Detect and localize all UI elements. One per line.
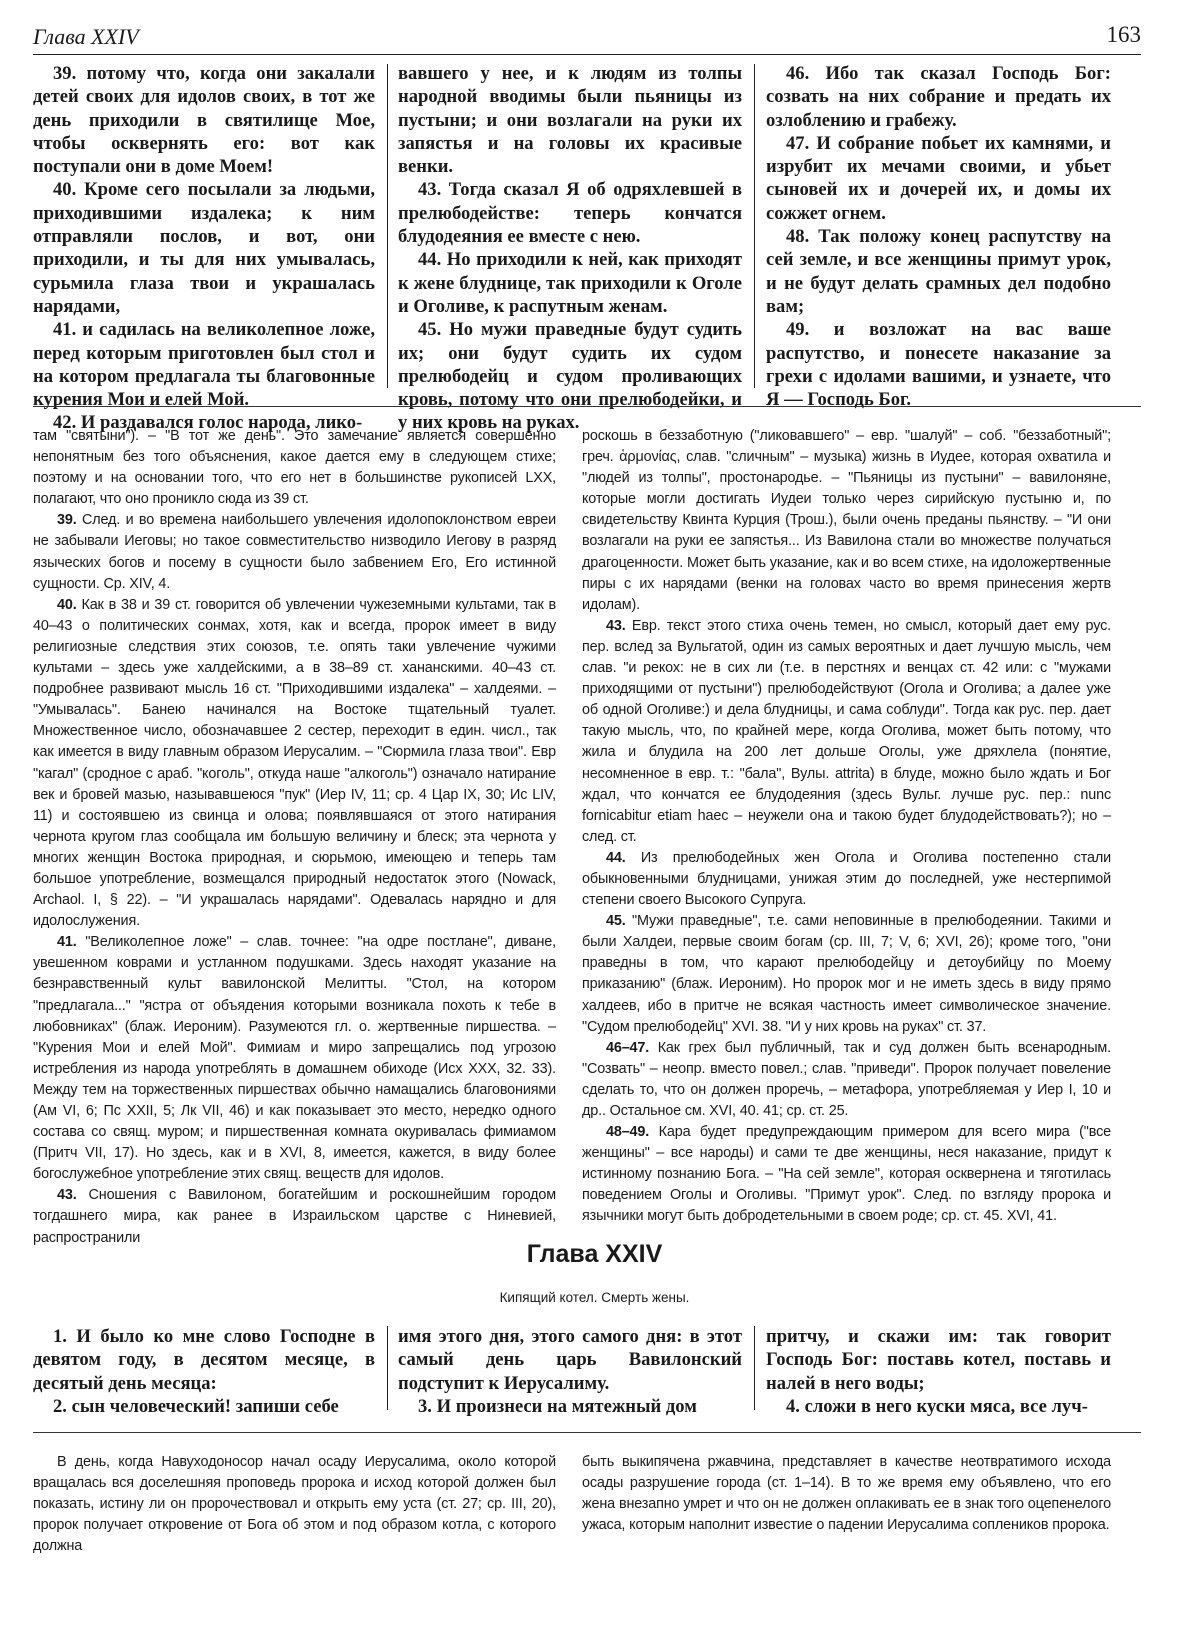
bible-top-column-3 bbox=[766, 62, 1111, 411]
commentary-paragraph: там "святыни"). – "В тот же день". Это замечание является совершенно непонятным без того объяснения, какое дается ему в следующем стихе; поэтому и на основании того, что его нет в большинстве рукописей LXX, полагают, что оно проникло сюда из 39 ст. bbox=[33, 428, 556, 508]
section-rule bbox=[33, 406, 1141, 407]
column-divider bbox=[387, 64, 388, 388]
bible-verse: 44. Но приходили к ней, как приходят к жене блуднице, так приходили к Оголе и Оголиве, к распутным женам. bbox=[398, 249, 742, 317]
chapter-subtitle: Кипящий котел. Смерть жены. bbox=[499, 1290, 690, 1305]
commentary-bottom-right bbox=[582, 1452, 1111, 1536]
bible-top-column-2 bbox=[398, 62, 742, 435]
column-divider bbox=[754, 64, 755, 388]
column-divider bbox=[387, 1326, 388, 1410]
bible-verse: 49. и возложат на вас ваше распутство, и понесете наказание за грехи с идолами вашими, и узнаете, что Я — Господь Бог. bbox=[766, 319, 1111, 411]
bible-verse: 3. И произнеси на мятежный дом bbox=[418, 1395, 697, 1417]
bible-verse: вавшего у нее, и к людям из толпы народной вводимы были пьяницы из пустыни; и они возлагали на руки их запястья и на головы их красивые венки. bbox=[398, 63, 742, 178]
bible-verse: 43. Тогда сказал Я об одряхлевшей в прелюбодействе: теперь кончатся блудодеяния ее вместе с нею. bbox=[398, 179, 742, 248]
bible-bottom-column-2 bbox=[398, 1325, 742, 1418]
bible-top-column-1 bbox=[33, 62, 375, 435]
bible-verse: 48. Так положу конец распутству на сей земле, и все женщины примут урок, и не будут делать срамных дел подобно вам; bbox=[766, 226, 1111, 317]
bible-bottom-column-3 bbox=[766, 1325, 1111, 1418]
header-rule bbox=[33, 54, 1141, 55]
commentary-paragraph: 39. След. и во времена наибольшего увлечения идолопоклонством евреи не забывали Иеговы; но такое совместительство низводило Иегову в разряд языческих богов и посему в сущности было забвением Его, Его истинной сущности. Ср. XIV, 4. bbox=[33, 512, 556, 592]
commentary-paragraph: В день, когда Навуходоносор начал осаду Иерусалима, около которой вращалась вся доселешняя проповедь пророка и исход которой должен был показать, истину ли он пророчествовал и открыть ему уста (ст. 27; ср. III, 20), пророк получает откровение от Бога об этом и под образом котла, с которого должна bbox=[33, 1454, 556, 1555]
bible-verse: 2. сын человеческий! запиши себе bbox=[53, 1395, 339, 1417]
bible-verse: 4. сложи в него куски мяса, все луч- bbox=[786, 1395, 1088, 1417]
bible-verse: 47. И собрание побьет их камнями, и изрубит их мечами своими, и убьет сыновей их и дочерей их, и домы их сожжет огнем. bbox=[766, 132, 1111, 224]
bible-verse: 42. И раздавался голос народа, лико- bbox=[53, 412, 363, 434]
commentary-paragraph: 43. Сношения с Вавилоном, богатейшим и роскошнейшим городом тогдашнего мира, как ранее в Израильском царстве с Ниневией, распространили bbox=[33, 1187, 556, 1246]
bible-verse: имя этого дня, этого самого дня: в этот самый день царь Вавилонский подступит к Иерусалиму. bbox=[398, 1326, 742, 1394]
column-divider bbox=[754, 1326, 755, 1410]
running-title: Глава XXIV bbox=[33, 24, 139, 49]
bible-verse: притчу, и скажи им: так говорит Господь Бог: поставь котел, поставь и налей в него воды; bbox=[766, 1326, 1111, 1394]
section-rule bbox=[33, 1432, 1141, 1433]
bible-verse: 39. потому что, когда они закалали детей своих для идолов своих, в тот же день приходили в святилище Мое, чтобы осквернять его: вот как поступали они в доме Моем! bbox=[33, 63, 375, 178]
bible-verse: 41. и садилась на великолепное ложе, перед которым приготовлен был стол и на котором предлагала ты благовонные курения Мои и елей Мой. bbox=[33, 319, 375, 411]
commentary-paragraph: 46–47. Как грех был публичный, так и суд должен быть всенародным. "Созвать" – неопр. вместо повел.; слав. "приведи". Пророк получает повеление сделать то, что он должен проречь, – метафора, употребляемая у Иер I, 10 и др.. Остальное см. XVI, 40. 41; ср. ст. 25. bbox=[582, 1039, 1111, 1119]
commentary-paragraph: 43. Евр. текст этого стиха очень темен, но смысл, который дает ему рус. пер. вслед за Вульгатой, один из самых вероятных и дает лучшую мысль, чем слав. "и рекох: не в сих ли (т.е. в перстнях и венцах ст. 42 или: с "мужами приходящими от пустыни") прелюбодействуют (Огола и Оголива; а далее уже об одной Оголиве:) и дела блудницы, и сама соблуди". Тогда как рус. пер. дает такую мысль, что, по крайней мере, когда Оголива, может быть потому, что жила и блудила на 200 лет дольше Оголы, уже дряхлела (понятие, несомненное в евр. т.: "бала", Вулы. attrita) в блуде, можно было ждать и Бог ждал, что кончатся ее блудодеяния (здесь Вульг. лучше рус. пер.: nunc fornicabitur etiam haec – неужели она и такою будет блудодействовать?); но – след. ст. bbox=[582, 617, 1111, 845]
commentary-paragraph: 44. Из прелюбодейных жен Огола и Оголива постепенно стали обыкновенными блудницами, унижая этим до последней, уже нестерпимой степени своего Высокого Супруга. bbox=[582, 849, 1111, 909]
commentary-bottom-left bbox=[33, 1452, 556, 1557]
commentary-paragraph: 45. "Мужи праведные", т.е. сами неповинные в прелюбодеянии. Такими и были Халдеи, первые своим богам (ср. III, 7; V, 6; XVI, 26); кроме того, "они праведны в том, что карают прелюбодейцу и детоубийцу по Моему приказанию" (блаж. Иероним). Но пророк мог и не иметь здесь в виду прямо халдеев, ибо в притче не всякая частность имеет символическое значение. "Судом прелюбодейц" XVI. 38. "И у них кровь на руках" ст. 37. bbox=[582, 913, 1112, 1035]
commentary-paragraph: роскошь в беззаботную ("ликовавшего" – евр. "шалуй" – соб. "беззаботный"; греч. ἁρμονίας, слав. "сличным" – музыка) жизнь в Иудее, которая охватила и "людей из толпы", простонародье. – "Пьяницы из пустыни" – вавилоняне, которые могли достигать Иудеи только через сирийскую пустыню и, по свидетельству Квинта Курция (Трош.), были очень преданы пьянству. – "И они возлагали на руки ее запястья... Из Вавилона стали во множестве получаться драгоценности. Может быть указание, как и во всем стихе, на идоложертвенные пиры с их нарядами (венки на головах часто во время принесения жертв идолам). bbox=[582, 428, 1111, 613]
bible-bottom-column-1 bbox=[33, 1325, 375, 1418]
commentary-top-left bbox=[33, 426, 556, 1249]
commentary-paragraph: 41. "Великолепное ложе" – слав. точнее: "на одре постлане", диване, увешенном коврами и устланном подушками. Здесь находят указание на безнравственный культ вавилонской Мелитты. "Стол, на котором "предлагала..." "ястра от объядения которыми возникала похоть к тебе в любовниках" (блаж. Иероним). Разумеются гл. о. жертвенные пиршества. – "Курения Мои и елей Мой". Фимиам и миро запрещались под угрозою истребления из народа употреблять в домашнем обиходе (Исх XXX, 32. 33). Между тем на торжественных пиршествах обычно намащались благовониями (Ам VI, 6; Пс XXII, 5; Лк VII, 46) и как показывает это место, нередко одного состава со свящ. муром; и пиршественная комната окуривалась фимиамом (Притч VII, 17). Но здесь, как и в XVI, 8, имеется, кажется, в виду более богослужебное употребление этих свящ. веществ для идолов. bbox=[33, 934, 556, 1183]
commentary-paragraph: быть выкипячена ржавчина, представляет в качестве неотвратимого исхода осады разрушение города (ст. 1–14). В то же время ему объявлено, что его жена внезапно умрет и что он не должен оплакивать ее в знак того оцепенелого ужаса, которым наполнит известие о падении Иерусалима соплеников пророка. bbox=[582, 1454, 1111, 1534]
bible-verse: 45. Но мужи праведные будут судить их; они будут судить их судом прелюбодейц и судом проливающих кровь, потому что они прелюбодейки, и у них кровь на руках. bbox=[398, 319, 742, 434]
bible-verse: 40. Кроме сего посылали за людьми, приходившими издалека; к ним отправляли послов, и вот, они приходили, и ты для них умывалась, сурьмила глаза твои и украшалась нарядами, bbox=[33, 179, 375, 317]
commentary-paragraph: 40. Как в 38 и 39 ст. говорится об увлечении чужеземными культами, так в 40–43 о политических сонмах, хотя, как и всегда, пророк имеет в виду религиозные следствия этих союзов, т.е. опять таки увлечение чужими культами – здесь уже халдейскими, а в 38–89 ст. хананскими. 40–43 ст. подробнее развивают мысль 16 ст. "Приходившими издалека" – халдеями. – "Умывалась". Банею начинался на Востоке тщательный туалет. Множественное число, обозначавшее 2 сестер, переходит в един. числ., так как имеется в виду главным образом Иерусалим. – "Сюрмила глаза твои". Евр "кагал" (сродное с араб. "когoль", откуда наше "алкоголь") означало натирание век и бровей мазью, называвшеюся "пук" (Иер IV, 11; ср. 4 Цар IX, 30; Ис LIV, 11) и состоявшею из свинца и олова; появлявшаяся от этого натирания чернота кругом глаз сообщала им большую величину и блеск; эта чернота у многих женщин Востока природная, и сюрьмою, имеющею и теперь там большое употребление, возмещался природный недостаток этого (Nowack, Archaol. I, § 22). – "И украшалась нарядами". Одевалась нарядно и для идолослужения. bbox=[33, 596, 556, 930]
commentary-paragraph: 48–49. Кара будет предупреждающим примером для всего мира ("все женщины" – все народы) и сами те две женщины, неся наказание, придут к истинному познанию Бога. – "На сей земле", которая осквернена и тяготилась поведением Оголы и Оголивы. "Примут урок". След. по взгляду пророка и язычники могут быть добродетельными в своем роде; ср. ст. 45. XVI, 41. bbox=[582, 1124, 1111, 1225]
chapter-title: Глава XXIV bbox=[526, 1240, 663, 1268]
bible-verse: 1. И было ко мне слово Господне в девятом году, в десятом месяце, в десятый день месяца: bbox=[33, 1326, 375, 1394]
commentary-top-right bbox=[582, 426, 1111, 1228]
page-number: 163 bbox=[1106, 22, 1141, 47]
bible-verse: 46. Ибо так сказал Господь Бог: созвать на них собрание и предать их озлоблению и грабежу. bbox=[766, 63, 1111, 131]
